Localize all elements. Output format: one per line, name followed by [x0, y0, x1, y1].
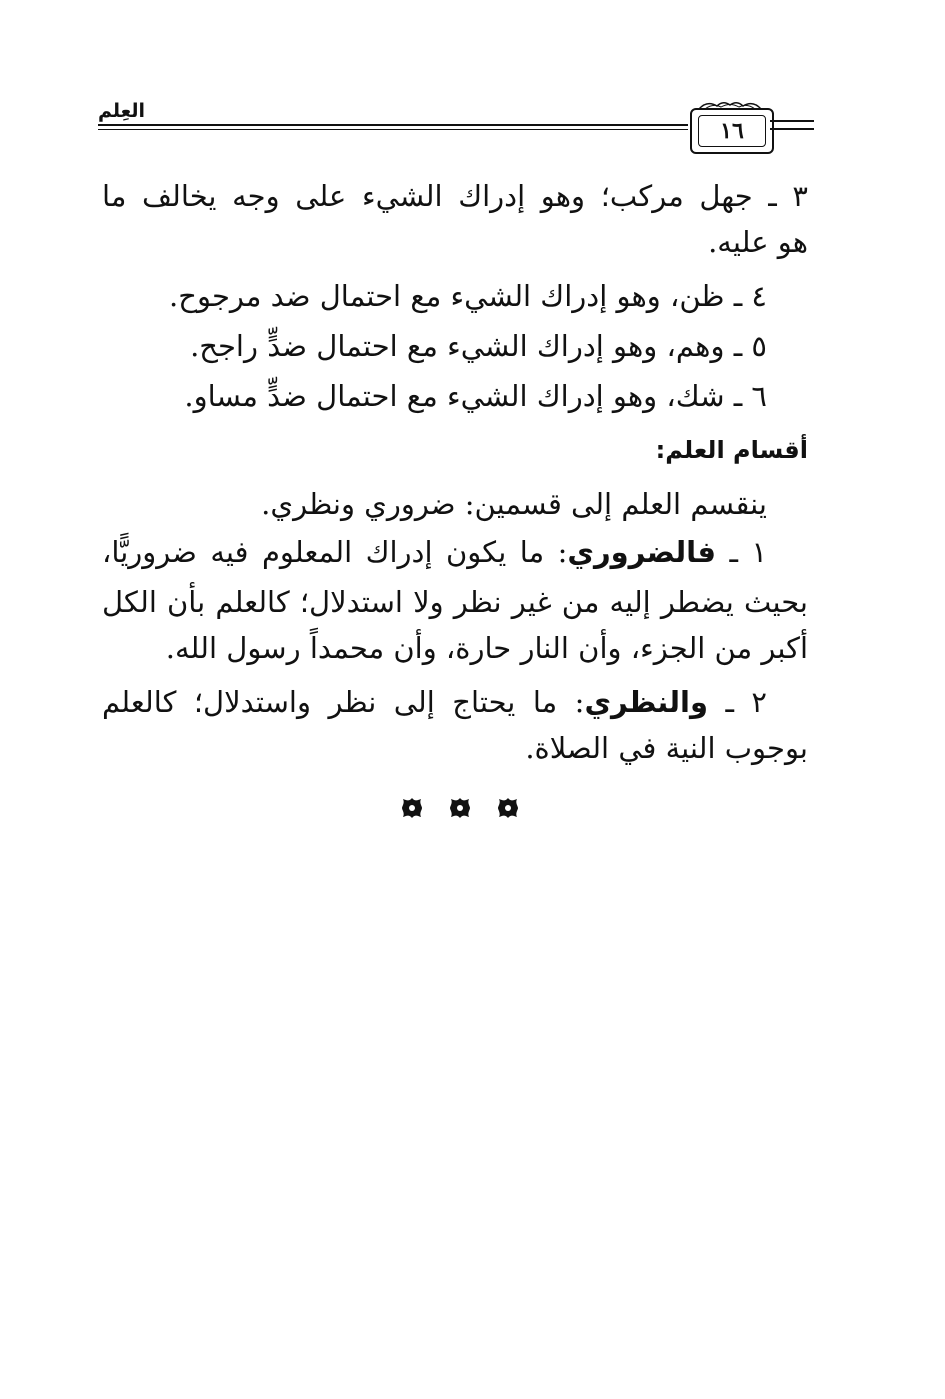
flower-ornament-icon — [448, 796, 472, 820]
header-rule-right — [770, 120, 814, 136]
paragraph-2-number: ٢ ـ — [708, 685, 767, 719]
flower-ornament-icon — [400, 796, 424, 820]
paragraph-1-line-2: بحيث يضطر إليه من غير نظر ولا استدلال؛ كالعلم بأن الكل — [102, 585, 808, 619]
term-nazari: والنظري — [584, 685, 708, 719]
list-item-6: ٦ ـ شك، وهو إدراك الشيء مع احتمال ضدٍّ مساو. — [184, 379, 767, 413]
list-item-3-line-2: هو عليه. — [708, 225, 808, 259]
section-heading: أقسام العلم: — [655, 436, 808, 464]
page-number-frame — [690, 108, 774, 154]
paragraph-2-line-1-text: : ما يحتاج إلى نظر واستدلال؛ كالعلم — [102, 685, 585, 719]
paragraph-2-line-2: بوجوب النية في الصلاة. — [525, 731, 808, 765]
paragraph-1-line-3: أكبر من الجزء، وأن النار حارة، وأن محمداً رسول الله. — [165, 631, 808, 665]
paragraph-2-line-1 — [102, 682, 767, 722]
section-end-ornaments — [400, 796, 520, 826]
header-rule-top — [98, 124, 688, 126]
list-item-5: ٥ ـ وهم، وهو إدراك الشيء مع احتمال ضدٍّ راجح. — [190, 329, 767, 363]
running-header-title: العِلم — [98, 100, 146, 122]
paragraph-1-number: ١ ـ — [716, 535, 768, 569]
list-item-3-line-1: ٣ ـ جهل مركب؛ وهو إدراك الشيء على وجه يخالف ما — [102, 179, 808, 213]
flower-ornament-icon — [496, 796, 520, 820]
header-rule-bottom — [98, 129, 688, 130]
intro-paragraph: ينقسم العلم إلى قسمين: ضروري ونظري. — [261, 487, 767, 521]
term-daruri: فالضروري — [567, 535, 717, 569]
paragraph-1-line-1-text: : ما يكون إدراك المعلوم فيه ضروريًّا، — [102, 535, 568, 569]
page-number: ١٦ — [720, 118, 744, 144]
list-item-4: ٤ ـ ظن، وهو إدراك الشيء مع احتمال ضد مرجوح. — [169, 279, 767, 313]
paragraph-1-line-1 — [102, 532, 767, 572]
